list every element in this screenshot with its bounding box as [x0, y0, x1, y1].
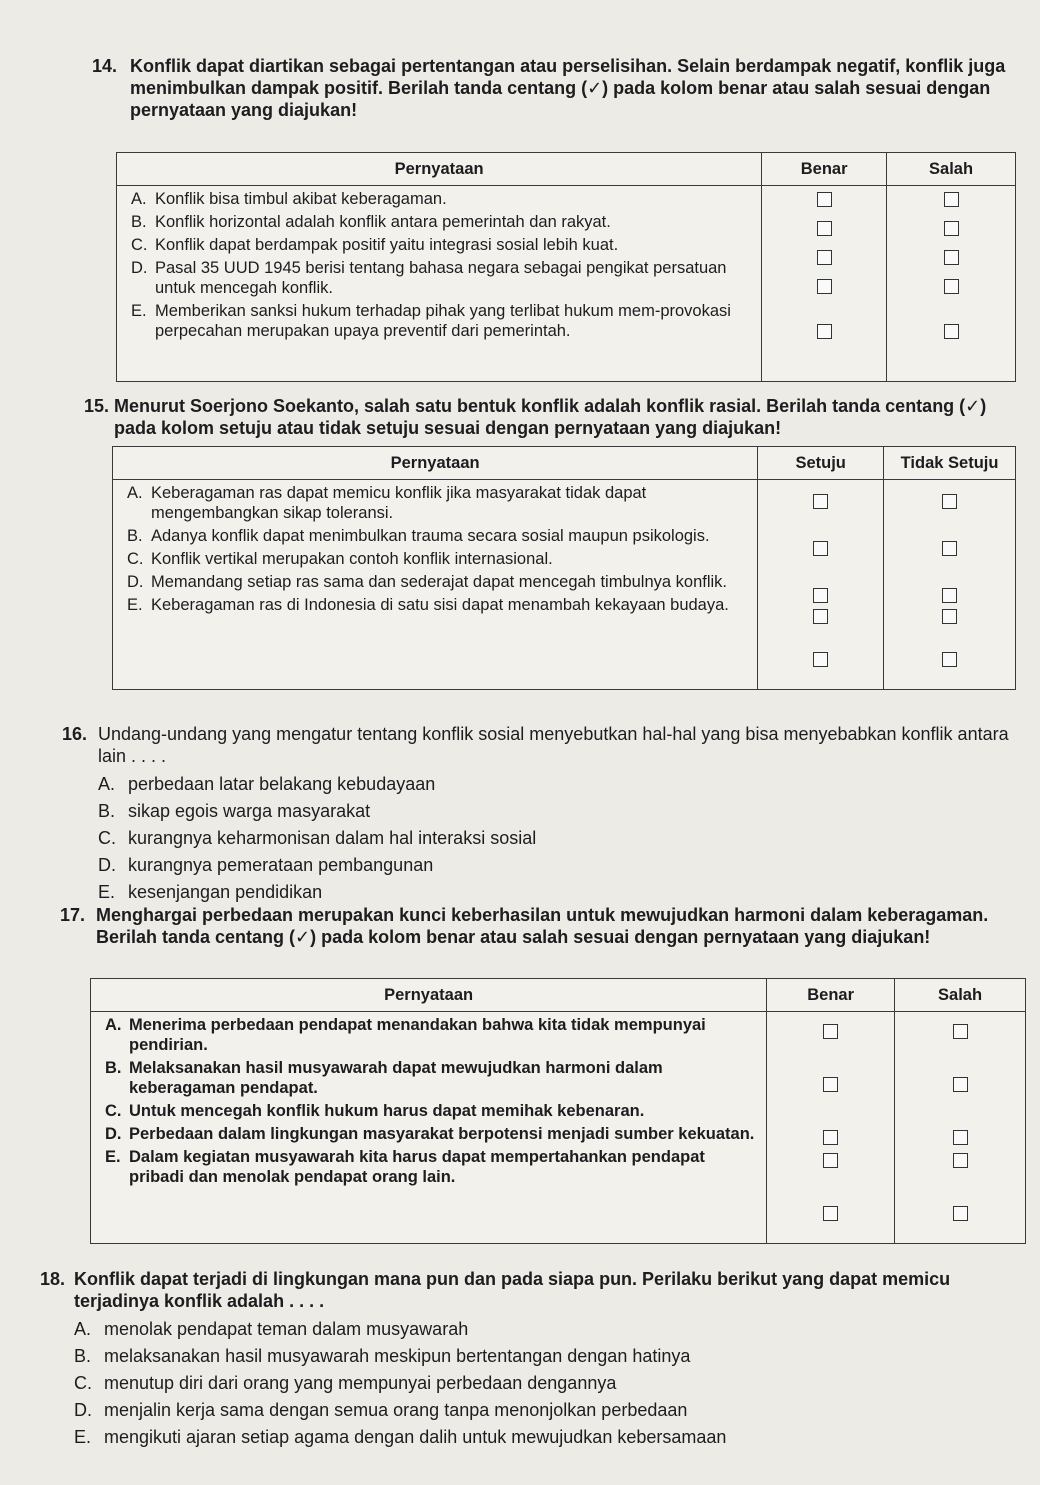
q17-table [90, 978, 1026, 1244]
statement-row: B. Konflik horizontal adalah konflik antara pemerintah dan rakyat. [131, 213, 611, 231]
checkbox-benar-a[interactable] [817, 192, 832, 207]
checkbox-salah-d[interactable] [944, 279, 959, 294]
checkbox-salah-d[interactable] [953, 1153, 968, 1168]
header-salah: Salah [895, 979, 1026, 1012]
question-number: 18. [40, 1269, 66, 1289]
checkbox-benar-c[interactable] [823, 1130, 838, 1145]
checkbox-salah-e[interactable] [953, 1206, 968, 1221]
option-a[interactable]: A. menolak pendapat teman dalam musyawarah [74, 1319, 469, 1339]
option-c[interactable]: C. menutup diri dari orang yang mempunyai perbedaan dengannya [74, 1373, 617, 1393]
checkbox-setuju-b[interactable] [813, 541, 828, 556]
option-b[interactable]: B. melaksanakan hasil musyawarah meskipun bertentangan dengan hatinya [74, 1346, 691, 1366]
header-pernyataan: Pernyataan [91, 979, 767, 1012]
checkbox-salah-e[interactable] [944, 324, 959, 339]
statements-cell [117, 186, 762, 382]
checkbox-tidak-setuju-a[interactable] [942, 494, 957, 509]
checkbox-tidak-setuju-c[interactable] [942, 588, 957, 603]
statement-row: E. Dalam kegiatan musyawarah kita harus dapat mempertahankan pendapat pribadi dan menolak pendapat orang lain. [105, 1148, 705, 1186]
checkbox-salah-c[interactable] [944, 250, 959, 265]
option-e[interactable]: E. kesenjangan pendidikan [98, 882, 323, 902]
statement-row: A. Konflik bisa timbul akibat keberagaman. [131, 190, 447, 208]
question-text: Konflik dapat terjadi di lingkungan mana pun dan pada siapa pun. Perilaku berikut yang dapat memicu terjadinya konflik adalah . . . . [74, 1269, 951, 1311]
checkbox-setuju-d[interactable] [813, 609, 828, 624]
statement-row: D. Perbedaan dalam lingkungan masyarakat berpotensi menjadi sumber kekuatan. [105, 1125, 755, 1143]
header-salah: Salah [887, 153, 1016, 186]
checkbox-salah-b[interactable] [944, 221, 959, 236]
checkbox-tidak-setuju-d[interactable] [942, 609, 957, 624]
checkbox-benar-a[interactable] [823, 1024, 838, 1039]
checkbox-benar-b[interactable] [817, 221, 832, 236]
statement-row: B. Adanya konflik dapat menimbulkan trauma secara sosial maupun psikologis. [127, 527, 710, 545]
option-d[interactable]: D. kurangnya pemerataan pembangunan [98, 855, 434, 875]
question-number: 14. [92, 56, 118, 76]
checkbox-benar-e[interactable] [817, 324, 832, 339]
option-d[interactable]: D. menjalin kerja sama dengan semua orang tanpa menonjolkan perbedaan [74, 1400, 688, 1420]
statement-row: C. Konflik vertikal merupakan contoh konflik internasional. [127, 550, 553, 568]
statements-cell [113, 480, 758, 690]
header-pernyataan: Pernyataan [117, 153, 762, 186]
statements-cell [91, 1012, 767, 1244]
statement-row: D. Memandang setiap ras sama dan sederajat dapat mencegah timbulnya konflik. [127, 573, 728, 591]
header-benar: Benar [767, 979, 895, 1012]
option-a[interactable]: A. perbedaan latar belakang kebudayaan [98, 774, 436, 794]
checkbox-benar-d[interactable] [817, 279, 832, 294]
checkbox-salah-a[interactable] [953, 1024, 968, 1039]
question-number: 15. [84, 396, 110, 416]
header-pernyataan: Pernyataan [113, 447, 758, 480]
statement-row: A. Menerima perbedaan pendapat menandakan bahwa kita tidak mempunyai pendirian. [105, 1016, 706, 1054]
header-benar: Benar [762, 153, 887, 186]
checkbox-benar-d[interactable] [823, 1153, 838, 1168]
option-e[interactable]: E. mengikuti ajaran setiap agama dengan dalih untuk mewujudkan kebersamaan [74, 1427, 727, 1447]
header-setuju: Setuju [758, 447, 884, 480]
statement-row: A. Keberagaman ras dapat memicu konflik jika masyarakat tidak dapat mengembangkan sikap toleransi. [127, 484, 647, 522]
statement-row: C. Konflik dapat berdampak positif yaitu integrasi sosial lebih kuat. [131, 236, 619, 254]
q15-table [112, 446, 1016, 690]
statement-row: C. Untuk mencegah konflik hukum harus dapat memihak kebenaran. [105, 1102, 645, 1120]
question-17 [60, 904, 1028, 948]
question-16 [62, 723, 1024, 908]
statement-row: D. Pasal 35 UUD 1945 berisi tentang bahasa negara sebagai pengikat persatuan untuk mencegah konflik. [131, 259, 727, 297]
checkbox-setuju-c[interactable] [813, 588, 828, 603]
statement-row: E. Keberagaman ras di Indonesia di satu sisi dapat menambah kekayaan budaya. [127, 596, 729, 614]
question-14 [92, 55, 1022, 121]
question-text: Konflik dapat diartikan sebagai pertentangan atau perselisihan. Selain berdampak negatif, konflik juga menimbulkan dampak positif. Berilah tanda centang (✓) pada kolom benar atau salah sesuai dengan pernyataan yang diajukan! [130, 56, 1006, 120]
question-text: Menghargai perbedaan merupakan kunci keberhasilan untuk mewujudkan harmoni dalam keberagaman. Berilah tanda centang (✓) pada kolom benar atau salah sesuai dengan pernyataan yang diajukan! [96, 905, 989, 947]
statement-row: B. Melaksanakan hasil musyawarah dapat mewujudkan harmoni dalam keberagaman pendapat. [105, 1059, 663, 1097]
checkbox-salah-a[interactable] [944, 192, 959, 207]
question-text: Undang-undang yang mengatur tentang konflik sosial menyebutkan hal-hal yang bisa menyebabkan konflik antara lain . . . . [98, 724, 1009, 766]
checkbox-benar-c[interactable] [817, 250, 832, 265]
option-b[interactable]: B. sikap egois warga masyarakat [98, 801, 371, 821]
question-text: Menurut Soerjono Soekanto, salah satu bentuk konflik adalah konflik rasial. Berilah tanda centang (✓) pada kolom setuju atau tidak setuju sesuai dengan pernyataan yang diajukan! [114, 396, 987, 438]
question-number: 16. [62, 724, 88, 744]
checkbox-benar-b[interactable] [823, 1077, 838, 1092]
checkbox-tidak-setuju-e[interactable] [942, 652, 957, 667]
checkbox-setuju-a[interactable] [813, 494, 828, 509]
checkbox-benar-e[interactable] [823, 1206, 838, 1221]
question-number: 17. [60, 905, 86, 925]
header-tidak-setuju: Tidak Setuju [884, 447, 1016, 480]
checkbox-tidak-setuju-b[interactable] [942, 541, 957, 556]
checkbox-setuju-e[interactable] [813, 652, 828, 667]
question-18 [40, 1268, 1030, 1453]
question-15 [84, 395, 1024, 439]
option-c[interactable]: C. kurangnya keharmonisan dalam hal interaksi sosial [98, 828, 537, 848]
checkbox-salah-b[interactable] [953, 1077, 968, 1092]
statement-row: E. Memberikan sanksi hukum terhadap pihak yang terlibat hukum mem-provokasi perpecahan merupakan upaya preventif dari pemerintah. [131, 302, 731, 340]
q14-table [116, 152, 1016, 382]
checkbox-salah-c[interactable] [953, 1130, 968, 1145]
